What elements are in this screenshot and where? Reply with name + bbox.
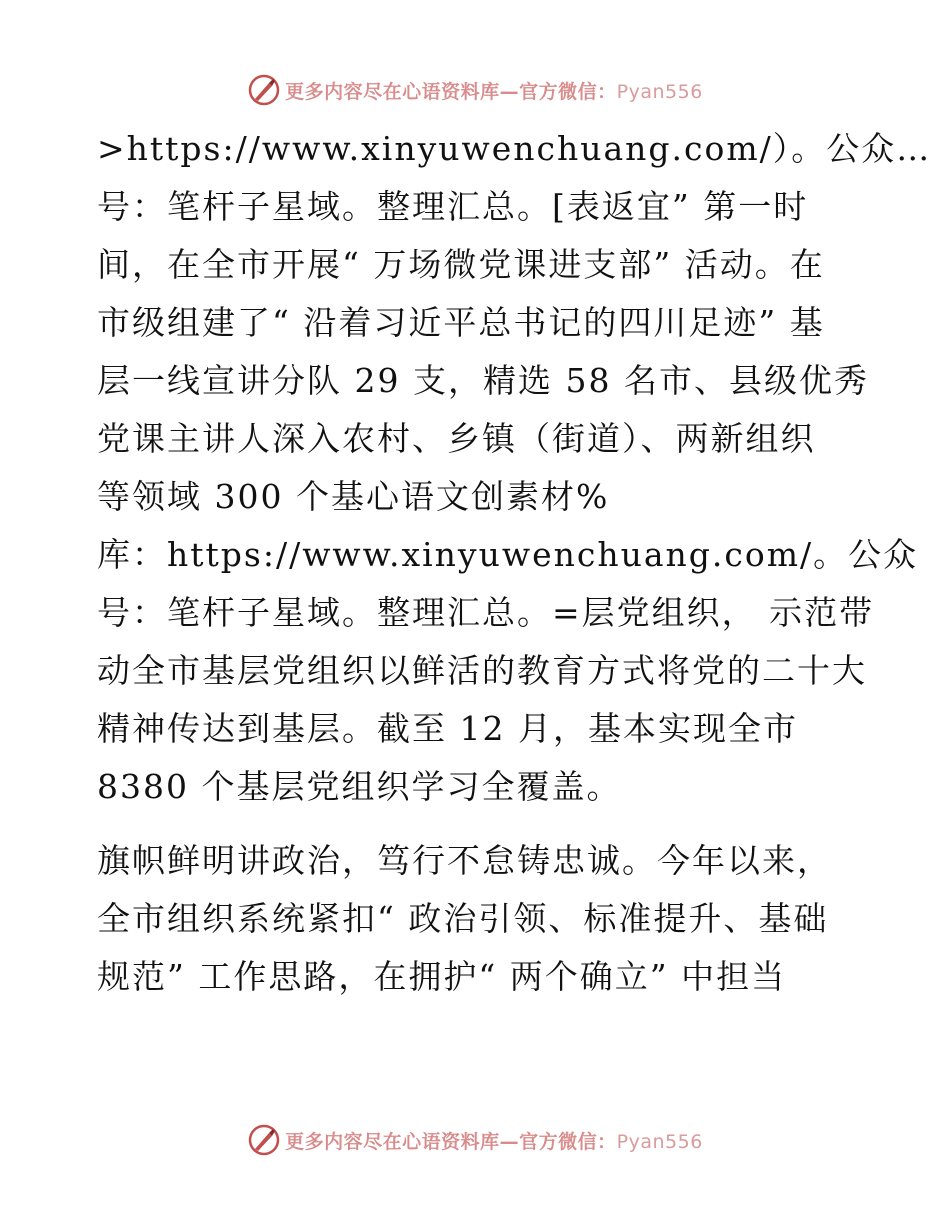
banner-text [285,77,703,104]
text-line: 党课主讲人深入农村、乡镇（街道）、两新组织 [97,419,816,458]
banner-label: 更多内容尽在心语资料库—官方微信： [285,80,617,103]
banner-wechat-id: Pyan556 [616,80,703,103]
text-line: 库：https://www.xinyuwenchuang.com/。公众 [97,535,919,574]
paragraph-gap [97,816,887,832]
text-line: 旗帜鲜明讲政治，笃行不怠铸忠诚。今年以来， [97,841,832,880]
header-watermark-banner [0,70,950,110]
banner-wechat-id: Pyan556 [616,1130,703,1153]
pen-logo-icon [247,1123,281,1157]
pen-logo-icon [247,73,281,107]
text-line: 市级组建了“ 沿着习近平总书记的四川足迹” 基 [97,303,825,342]
text-line: 规范” 工作思路，在拥护“ 两个确立” 中担当 [97,957,787,996]
banner-label: 更多内容尽在心语资料库—官方微信： [285,1130,617,1153]
text-line: 动全市基层党组织以鲜活的教育方式将党的二十大 [97,651,867,690]
text-line: 精神传达到基层。截至 12 月，基本实现全市 [97,709,798,748]
text-line: 全市组织系统紧扣“ 政治引领、标准提升、基础 [97,899,829,938]
document-body [97,120,932,1006]
text-line: 号：笔杆子星域。整理汇总。[表返宜” 第一时 [97,187,809,226]
text-line: 号：笔杆子星域。整理汇总。=层党组织， 示范带 [97,593,875,632]
banner-text [285,1127,703,1154]
text-line: 层一线宣讲分队 29 支，精选 58 名市、县级优秀 [97,361,869,400]
text-line: 等领域 300 个基心语文创素材% [97,477,610,516]
text-line: 间，在全市开展“ 万场微党课进支部” 活动。在 [97,245,825,284]
footer-watermark-banner [0,1120,950,1160]
text-line: 8380 个基层党组织学习全覆盖。 [97,767,622,806]
text-line: >https://www.xinyuwenchuang.com/）。公众… [97,129,932,168]
